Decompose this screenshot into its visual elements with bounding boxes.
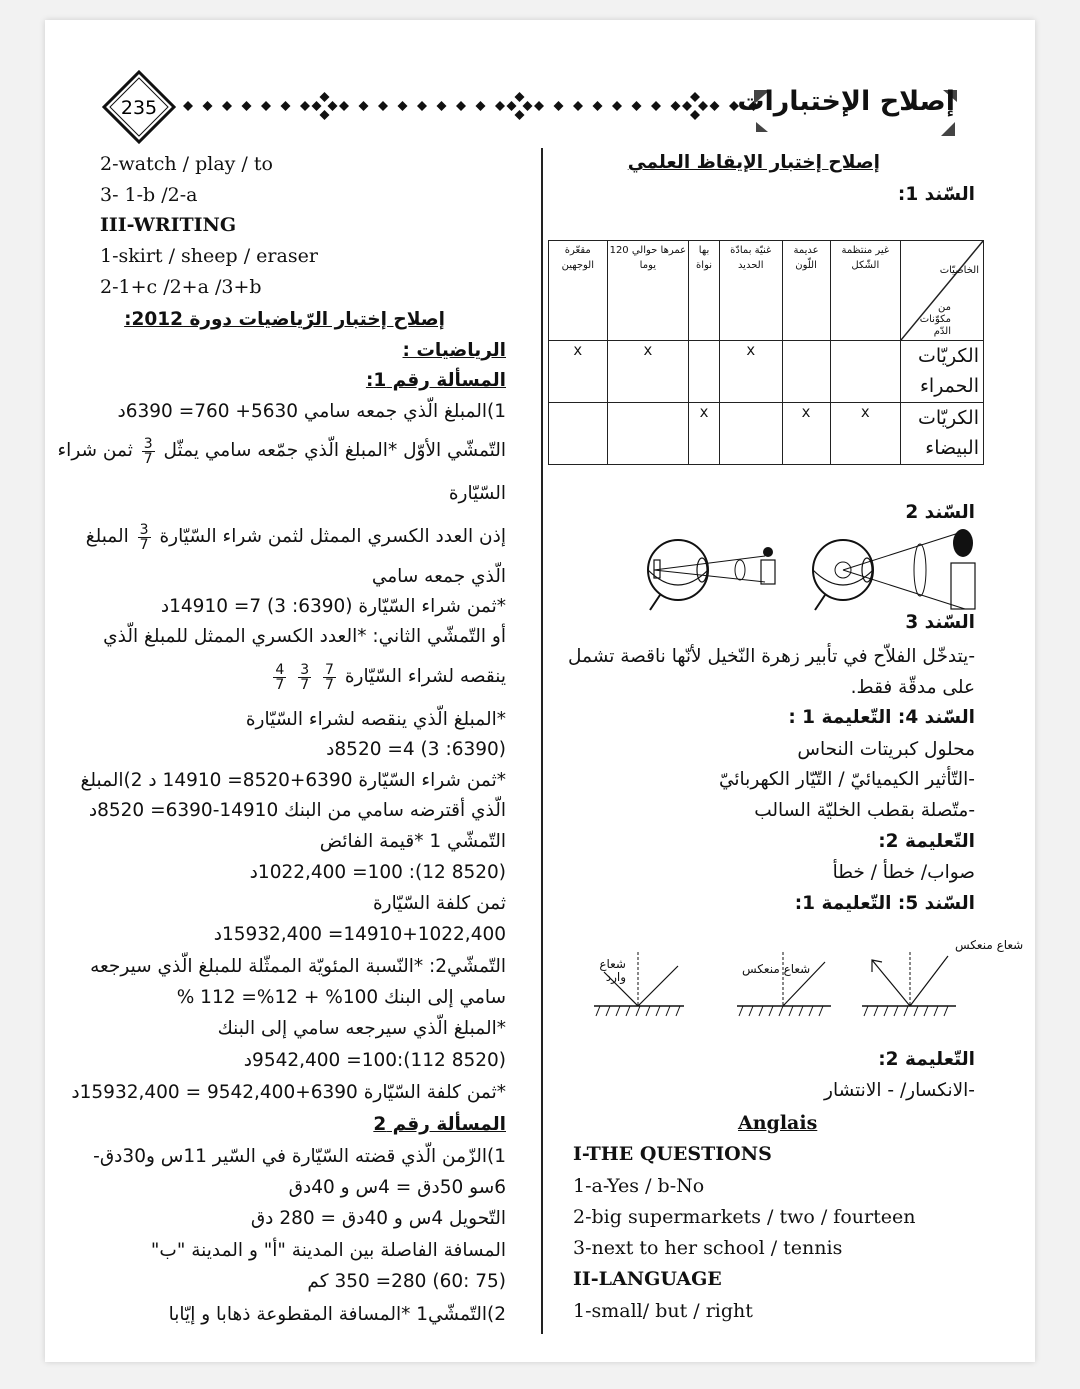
- corner-bottom-label: من مكوّنات الدّم: [919, 302, 951, 337]
- question-line: 3-next to her school / tennis: [573, 1237, 843, 1259]
- p1-line: 14910+1022,400= 15932,400د: [213, 924, 506, 945]
- ornament-diamond: [312, 101, 322, 111]
- row-label: الكريّات الحمراء: [901, 341, 984, 403]
- ornament-diamond: [476, 101, 486, 111]
- table-cell: x: [607, 341, 689, 403]
- p2-line: 2)التّمشّي1 *المسافة المقطوعة ذهابا و إيّابا: [168, 1304, 506, 1325]
- p1-line: التّمشّي 1 *قيمة الفائض: [319, 831, 506, 852]
- ornament-diamond: [612, 101, 622, 111]
- ornament-diamond: [554, 101, 564, 111]
- ornament-diamond: [417, 101, 427, 111]
- science-title: إصلاح إختبار الإيقاظ العلمي: [627, 152, 880, 173]
- math-subject: الرياضيات :: [402, 340, 506, 361]
- fraction: $\frac{3}{7}$: [139, 521, 149, 553]
- problem1-heading: المسألة رقم 1:: [365, 370, 506, 391]
- ray-label-reflected-outer: شعاع منعكس: [955, 938, 1024, 952]
- table-corner-cell: [901, 241, 984, 341]
- table-cell: x: [719, 341, 782, 403]
- table-cell: [782, 341, 830, 403]
- ray-label-incident: شعاع وارد: [599, 957, 626, 984]
- writing-line: 2-1+c /2+a /3+b: [100, 276, 262, 298]
- p2-line: التّحويل 4س و 40دق = 280 دق: [250, 1208, 506, 1229]
- p1-line: السّيّارة: [448, 483, 506, 504]
- ornament-diamond: [534, 101, 544, 111]
- ornament-diamond: [710, 101, 720, 111]
- p2-line: 1)الزّمن الّذي قضته السّيّارة في السّير 11س و30دق-: [93, 1146, 506, 1167]
- ornament-diamond: [320, 92, 330, 102]
- table-cell: [549, 403, 608, 465]
- ornament-diamond: [690, 110, 700, 120]
- table-cell: x: [830, 403, 900, 465]
- fraction: $\frac{7}{7}$: [325, 661, 334, 693]
- sanad4-line: -التّأثير الكيميائيّ / التّيّار الكهربائيّ: [718, 769, 975, 790]
- ornament-diamond: [495, 101, 505, 111]
- ornament-diamond: [671, 101, 681, 111]
- p1-line: الّذي جمعه سامي: [371, 566, 506, 587]
- ornament-diamond: [339, 101, 349, 111]
- ornament-diamond: [300, 101, 310, 111]
- column-header: بها نواة: [689, 241, 720, 341]
- p1-line: ينقصه لشراء السّيّارة $\frac{7}{7}$ $\frac{3}{7}$ $\frac{4}{7}$: [275, 661, 506, 693]
- ornament-diamond: [523, 101, 533, 111]
- table-cell: x: [689, 403, 720, 465]
- sanad3-heading: السّند 3: [905, 612, 975, 633]
- ornament-diamond: [437, 101, 447, 111]
- p2-line: (75 :60) 280= 350 كم: [307, 1271, 506, 1292]
- ray-diagram-2: [735, 950, 835, 1025]
- fraction: $\frac{3}{7}$: [300, 661, 310, 693]
- p1-line: *المبلغ الّذي سيرجعه سامي إلى البنك: [217, 1018, 506, 1039]
- sanad4-line: محلول كبريتات النحاس: [797, 739, 975, 760]
- ornament-diamond: [203, 101, 213, 111]
- p1-line: ثمن كلفة السّيّارة: [372, 893, 506, 914]
- column-header: عمرها حوالي 120 يوما: [607, 241, 689, 341]
- ray-label-reflected: شعاع منعكس: [742, 962, 811, 976]
- p1-line: 1)المبلغ الّذي جمعه سامي 5630+ 760= 6390د: [117, 401, 506, 422]
- row-label: الكريّات البيضاء: [901, 403, 984, 465]
- p1-line: *المبلغ الّذي ينقصه لشراء السّيّارة: [245, 709, 506, 730]
- p1-line: إذن العدد الكسري الممثل لثمن شراء السّيّارة $\frac{3}{7}$ المبلغ: [85, 521, 506, 553]
- corner-top-label: الخاصيّات: [939, 265, 979, 276]
- p1-line: أو التّمشّي الثاني: *العدد الكسري الممثل للمبلغ الّذي: [103, 626, 506, 647]
- ornament-diamond: [698, 101, 708, 111]
- column-divider: [541, 148, 543, 1334]
- problem2-heading: المسألة رقم 2: [373, 1114, 506, 1135]
- table-cell: x: [782, 403, 830, 465]
- english-line: 2-watch / play / to: [100, 153, 273, 175]
- ornament-diamond: [507, 101, 517, 111]
- question-line: 2-big supermarkets / two / fourteen: [573, 1206, 916, 1228]
- ornament-diamond: [515, 110, 525, 120]
- p1-line: *ثمن شراء السّيّارة (6390: 3) 7= 14910د: [160, 596, 506, 617]
- p1-line: *ثمن شراء السّيّارة 6390+8520= 14910 د 2)المبلغ: [80, 770, 506, 791]
- eye-diagram-left: [640, 530, 785, 615]
- sanad3-line: -يتدخّل الفلاّح في تأبير زهرة النّخيل لأنّها ناقصة تشمل: [567, 646, 975, 667]
- ornament-diamond: [515, 92, 525, 102]
- taalima2-heading: التّعليمة 2:: [878, 1049, 975, 1070]
- p2-line: المسافة الفاصلة بين المدينة "أ" و المدينة "ب": [150, 1240, 506, 1261]
- table-cell: [689, 341, 720, 403]
- ray-diagram-1: [592, 950, 687, 1025]
- ornament-diamond: [222, 101, 232, 111]
- ornament-diamond: [690, 92, 700, 102]
- ornament-diamond: [281, 101, 291, 111]
- column-header: غير منتظمة الشّكل: [830, 241, 900, 341]
- ornament-diamond: [651, 101, 661, 111]
- p1-line: *ثمن كلفة السّيّارة 6390+9542,400 = 15932,400د: [71, 1082, 506, 1103]
- ornament-diamond: [682, 101, 692, 111]
- p1-line: (6390: 3) 4= 8520د: [326, 739, 506, 760]
- math-title: إصلاح إختبار الرّياضيات دورة 2012:: [124, 309, 445, 330]
- p1-line: التّمشّي الأوّل *المبلغ الّذي جمّعه سامي يمثّل $\frac{3}{7}$ ثمن شراء: [57, 435, 506, 467]
- table-cell: [830, 341, 900, 403]
- p1-line: التّمشّي2: *النّسبة المئويّة الممثّلة للمبلغ الّذي سيرجعه: [90, 956, 506, 977]
- anglais-heading: Anglais: [738, 1112, 818, 1134]
- column-header: غنيّة بمادّة الحديد: [719, 241, 782, 341]
- sanad4-answer: صواب/ خطأ / خطأ: [832, 862, 975, 883]
- taalima2-heading: التّعليمة 2:: [878, 831, 975, 852]
- ornament-diamond: [573, 101, 583, 111]
- sanad4-line: -متّصلة بقطب الخليّة السالب: [754, 800, 975, 821]
- p1-line: سامي إلى البنك 100% + 12%= 112 %: [176, 987, 506, 1008]
- ornament-diamond: [261, 101, 271, 111]
- table-row: [549, 403, 984, 465]
- header-title: إصلاح الإختبارات: [737, 86, 955, 117]
- ornament-diamond: [398, 101, 408, 111]
- ornament-diamond: [378, 101, 388, 111]
- ornament-row: [180, 86, 765, 126]
- column-header: مقعّرة الوجهين: [549, 241, 608, 341]
- table-cell: [719, 403, 782, 465]
- language-heading: II-LANGUAGE: [573, 1268, 722, 1290]
- english-line: 3- 1-b /2-a: [100, 184, 198, 206]
- ornament-diamond: [242, 101, 252, 111]
- p1-line: (8520 112):100= 9542,400د: [243, 1050, 506, 1071]
- sanad4-heading: السّند 4: التّعليمة 1 :: [788, 707, 975, 728]
- fraction: $\frac{4}{7}$: [275, 661, 285, 693]
- question-line: 1-a-Yes / b-No: [573, 1175, 705, 1197]
- eye-diagram-right: [805, 525, 980, 615]
- sanad2-heading: السّند 2: [905, 502, 975, 523]
- sanad5-answer: -الانكسار/ - الانتشار: [824, 1080, 975, 1101]
- fraction: $\frac{3}{7}$: [143, 435, 153, 467]
- ornament-diamond: [328, 101, 338, 111]
- table-cell: [607, 403, 689, 465]
- sanad5-heading: السّند 5: التّعليمة 1:: [794, 893, 975, 914]
- ray-diagram-3: [860, 950, 960, 1025]
- sanad3-line: على مدقّة فقط.: [850, 677, 975, 698]
- questions-heading: I-THE QUESTIONS: [573, 1143, 772, 1165]
- p1-line: الّذي أقترضه سامي من البنك 14910-6390= 8520د: [88, 800, 506, 821]
- table-row: [549, 341, 984, 403]
- column-header: عديمة اللّون: [782, 241, 830, 341]
- ornament-diamond: [359, 101, 369, 111]
- language-line: 1-small/ but / right: [573, 1300, 753, 1322]
- p2-line: 6سو 50دق = 4س و 40دق: [288, 1177, 506, 1198]
- ornament-diamond: [183, 101, 193, 111]
- ornament-diamond: [632, 101, 642, 111]
- writing-line: 1-skirt / sheep / eraser: [100, 245, 318, 267]
- page-number: 235: [120, 97, 158, 119]
- page-number-badge: [102, 70, 176, 144]
- ornament-diamond: [456, 101, 466, 111]
- blood-properties-table: [548, 240, 984, 465]
- sanad1-heading: السّند 1:: [897, 184, 975, 205]
- writing-heading: III-WRITING: [100, 214, 237, 236]
- p1-line: (8520 12): 100= 1022,400د: [249, 862, 506, 883]
- ornament-diamond: [320, 110, 330, 120]
- table-cell: x: [549, 341, 608, 403]
- ornament-diamond: [593, 101, 603, 111]
